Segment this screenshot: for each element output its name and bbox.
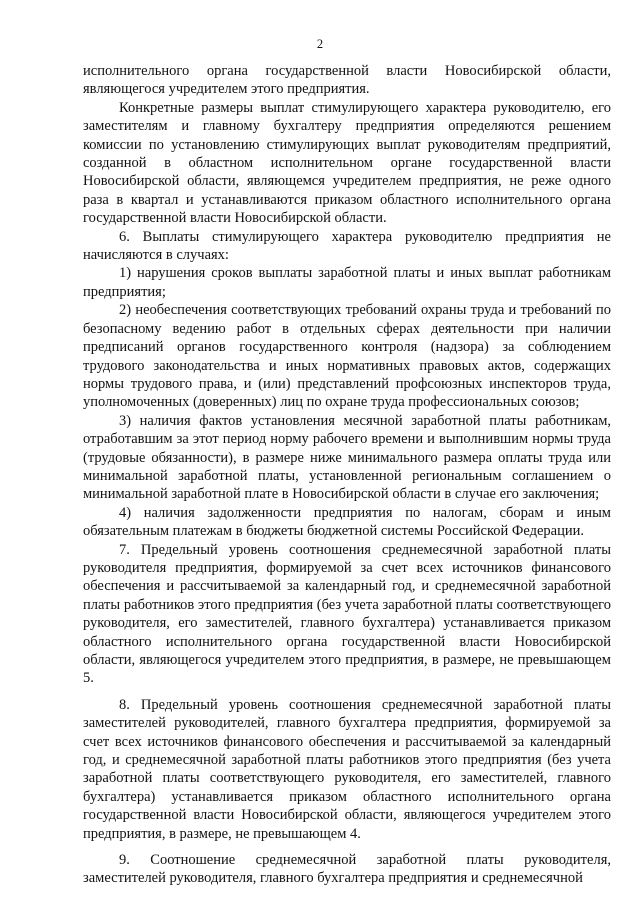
paragraph-continuation: исполнительного органа государственной власти Новосибирской области, являющегося учредителем этого предприятия.	[83, 63, 611, 98]
page-number: 2	[316, 37, 324, 51]
paragraph-item-6-2: 2) необеспечения соответствующих требований охраны труда и требований по безопасному ведению работ в отдельных сферах деятельности при наличии предписаний органов государственного контроля (надзора) за соблюдением трудового законодательства и иных нормативных правовых актов, содержащих нормы трудового права, и (или) представлений профсоюзных инспекторов труда, уполномоченных (доверенных) лиц по охране труда профессиональных союзов;	[83, 302, 611, 411]
paragraph-item-6-3: 3) наличия фактов установления месячной заработной платы работникам, отработавшим за этот период норму рабочего времени и выполнившим нормы труда (трудовые обязанности), в размере ниже минимального размера оплаты труда или минимальной заработной платы, установленной региональным соглашением о минимальной заработной плате в Новосибирской области в случае его заключения;	[83, 412, 611, 503]
paragraph-item-9: 9. Соотношение среднемесячной заработной платы руководителя, заместителей руководителя, главного бухгалтера предприятия и среднемесячной	[83, 852, 611, 887]
paragraph-item-6-4: 4) наличия задолженности предприятия по налогам, сборам и иным обязательным платежам в бюджеты бюджетной системы Российской Федерации.	[83, 504, 611, 540]
document-body	[83, 62, 611, 888]
paragraph-item-7: 7. Предельный уровень соотношения среднемесячной заработной платы руководителя предприятия, формируемой за счет всех источников финансового обеспечения и рассчитываемой за календарный год, и среднемесячной заработной платы работников этого предприятия (без учета заработной платы соответствующего руководителя, его заместителей, главного бухгалтера) устанавливается приказом областного исполнительного органа государственной власти Новосибирской области, являющегося учредителем этого предприятия, в размере, не превышающем 5.	[83, 541, 611, 687]
paragraph-item-8: 8. Предельный уровень соотношения среднемесячной заработной платы заместителей руководителей, главного бухгалтера предприятия, формируемой за счет всех источников финансового обеспечения и рассчитываемой за календарный год, и среднемесячной заработной платы работников этого предприятия (без учета заработной платы соответствующего руководителя, его заместителей, главного бухгалтера) устанавливается приказом областного исполнительного органа государственной власти Новосибирской области, являющегося учредителем этого предприятия, в размере, не превышающем 4.	[83, 696, 611, 842]
paragraph-item-6: 6. Выплаты стимулирующего характера руководителю предприятия не начисляются в случаях:	[83, 228, 611, 264]
paragraph-item-6-1: 1) нарушения сроков выплаты заработной платы и иных выплат работникам предприятия;	[83, 265, 611, 300]
paragraph-bonus-amounts: Конкретные размеры выплат стимулирующего характера руководителю, его заместителям и главному бухгалтеру предприятия определяются решением комиссии по установлению стимулирующих выплат руководителям предприятий, созданной в областном исполнительном органе государственной власти Новосибирской области, являющемся учредителем предприятия, не реже одного раза в квартал и устанавливаются приказом областного исполнительного органа государственной власти Новосибирской области.	[83, 99, 611, 227]
